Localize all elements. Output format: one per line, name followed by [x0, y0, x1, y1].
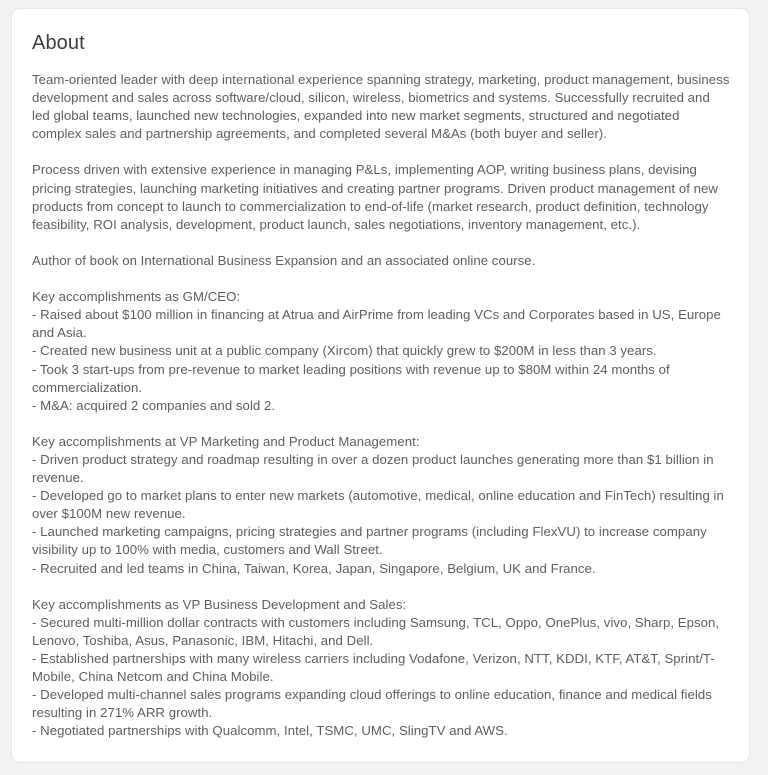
about-text-line: - Created new business unit at a public company (Xircom) that quickly grew to $200M in less than 3 years. — [32, 343, 657, 359]
about-text-line: - Secured multi-million dollar contracts with customers including Samsung, TCL, Oppo, OnePlus, vivo, Sharp, Epson, Lenovo, Toshiba, Asus, Panasonic, IBM, Hitachi, and Dell. — [32, 614, 720, 648]
about-text-line: - Developed multi-channel sales programs expanding cloud offerings to online education, finance and medical fields resulting in 271% ARR growth. — [32, 687, 712, 721]
about-text-line: Team-oriented leader with deep international experience spanning strategy, marketing, product management, business development and sales across software/cloud, silicon, wireless, biometrics and systems. Successfully recruited and led global teams, launched new technologies, expanded into new market segments, structured and negotiated complex sales and partnership agreements, and completed several M&As (both buyer and seller). — [32, 72, 730, 142]
about-card — [11, 8, 750, 763]
author-paragraph — [32, 252, 731, 270]
summary-paragraph — [32, 71, 731, 143]
about-body — [32, 71, 731, 740]
vp-bizdev-accomplishments — [32, 596, 731, 741]
about-card-inner — [12, 9, 749, 750]
about-text-line: - Took 3 start-ups from pre-revenue to market leading positions with revenue up to $80M within 24 months of commercialization. — [32, 361, 670, 395]
about-text-line: - Developed go to market plans to enter new markets (automotive, medical, online education and FinTech) resulting in over $100M new revenue. — [32, 488, 724, 522]
about-text-line: Key accomplishments as GM/CEO: — [32, 289, 241, 305]
gm-ceo-accomplishments — [32, 288, 731, 415]
about-text-line: Key accomplishments as VP Business Development and Sales: — [32, 596, 407, 612]
page-title: About — [32, 32, 85, 54]
about-text-line: Author of book on International Business Expansion and an associated online course. — [32, 252, 536, 268]
about-text-line: - Raised about $100 million in financing at Atrua and AirPrime from leading VCs and Corporates based in US, Europe and Asia. — [32, 307, 721, 341]
about-text-line: Key accomplishments at VP Marketing and Product Management: — [32, 433, 420, 449]
about-text-line: - Launched marketing campaigns, pricing strategies and partner programs (including FlexVU) to increase company visibility up to 100% with media, customers and Wall Street. — [32, 524, 707, 558]
about-text-line: - Recruited and led teams in China, Taiwan, Korea, Japan, Singapore, Belgium, UK and France. — [32, 560, 596, 576]
about-text-line: - Driven product strategy and roadmap resulting in over a dozen product launches generating more than $1 billion in revenue. — [32, 451, 714, 486]
vp-marketing-accomplishments — [32, 433, 731, 578]
process-paragraph — [32, 161, 731, 233]
about-text-line: Process driven with extensive experience in managing P&Ls, implementing AOP, writing business plans, devising pricing strategies, launching marketing initiatives and creating partner programs. Driven product management of new products from concept to launch to commercialization to end-of-life (market research, product definition, technology feasibility, ROI analysis, development, product launch, sales negotiations, inventory management, etc.). — [32, 162, 718, 232]
about-text-line: - M&A: acquired 2 companies and sold 2. — [32, 397, 276, 413]
about-text-line: - Negotiated partnerships with Qualcomm, Intel, TSMC, UMC, SlingTV and AWS. — [32, 723, 508, 739]
about-text-line: - Established partnerships with many wireless carriers including Vodafone, Verizon, NTT, KDDI, KTF, AT&T, Sprint/T-Mobile, China Netcom and China Mobile. — [32, 651, 715, 685]
